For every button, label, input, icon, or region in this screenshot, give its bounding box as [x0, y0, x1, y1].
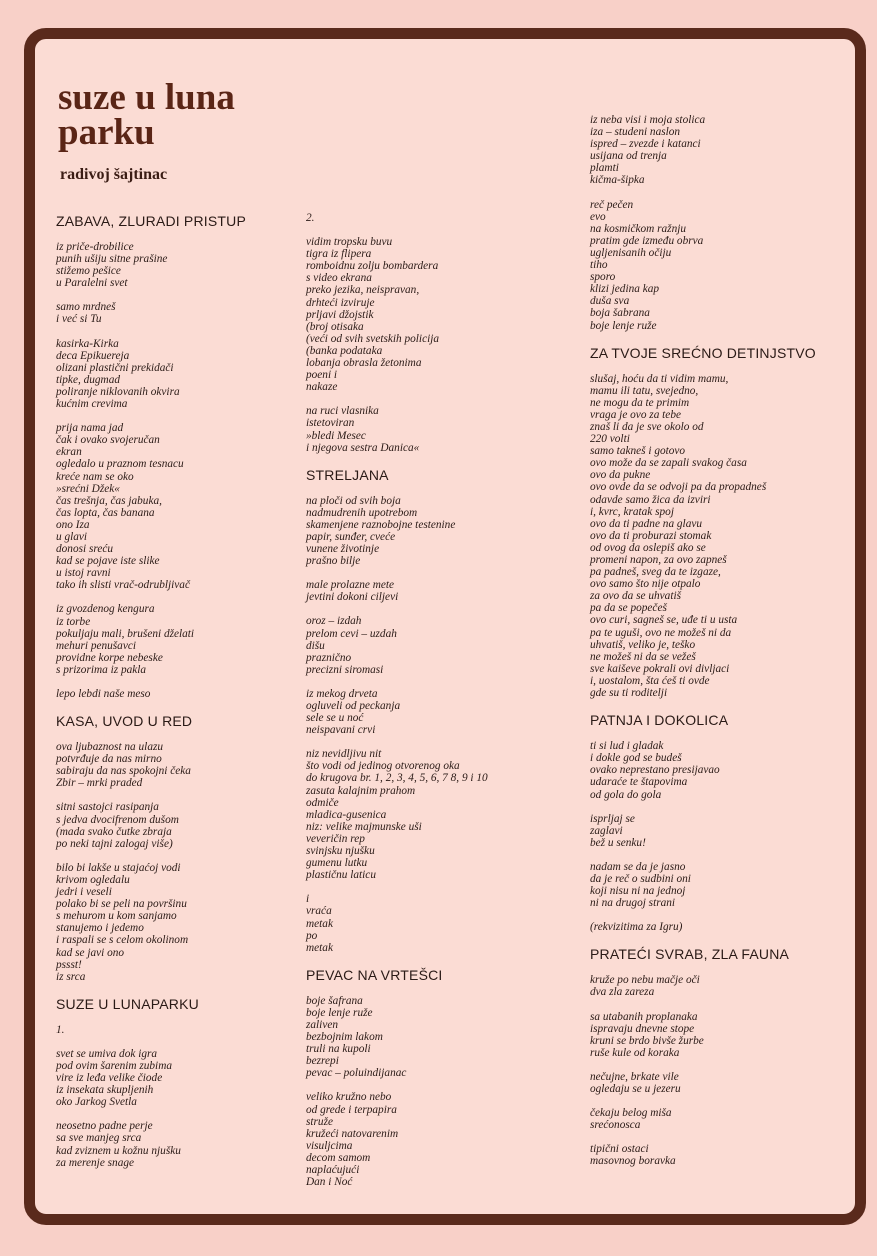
poem-stanza: čekaju belog miša srećonosca	[590, 1107, 672, 1132]
poem-stanza: i vraća metak po metak	[306, 893, 333, 954]
section-heading: SUZE U LUNAPARKU	[56, 995, 199, 1012]
poem-stanza: na ploči od svih boja nadmudrenih upotrebom skamenjene raznobojne testenine papir, sunđer, cveće vunene životinje prašno bilje	[306, 494, 456, 568]
poem-stanza: bilo bi lakše u stajaćoj vodi krivom ogledalu jedri i veseli polako bi se peli na površinu s mehurom u kom sanjamo stanujemo i jedemo i raspali se s celom okolinom kad se javi ono pssst! iz srca	[56, 861, 189, 983]
poem-stanza: iz neba visi i moja stolica iza – studeni naslon ispred – zvezde i katanci usijana od trenja plamti kičma-šipka	[590, 114, 706, 187]
poem-stanza: prija nama jad čak i ovako svojeručan ekran ogledalo u praznom tesnacu kreće nam se oko »srećni Džek« čas trešnja, čas jabuka, čas lopta, čas banana ono Iza u glavi donosi sreću kad se pojave iste slike u istoj ravni tako ih slisti vrač-odrubljivač	[56, 422, 190, 592]
poem-stanza: iz mekog drveta ogluveli od peckanja sele se u noć neispavani crvi	[306, 687, 401, 737]
poem-stanza: neosetno padne perje sa sve manjeg srca kad zviznem u kožnu njušku za merenje snage	[56, 1120, 181, 1169]
poem-stanza: slušaj, hoću da ti vidim mamu, mamu ili tatu, svejedno, ne mogu da te primim vraga je ovo za tebe znaš li da je sve okolo od 220 volti samo takneš i gotovo ovo može da se zapali svakog časa ovo da pukne ovo ovde da se odvoji pa da propadneš odavde samo žica da izviri i, kvrc, kratak spoj ovo da ti padne na glavu ovo da ti proburazi stomak od ovog da oslepiš ako se promeni napon, za ovo zapneš pa padneš, sveg da te izgaze, ovo samo što nije otpalo za ovo da se uhvatiš pa da se popečeš ovo curi, sagneš se, uđe ti u usta pa te uguši, ovo ne možeš ni da uhvatiš, veliko je, teško ne možeš ni da se vežeš sve kaiševe pokrali ovi divljaci i, uostalom, šta ćeš ti ovde gde su ti roditelji	[590, 372, 767, 700]
poem-stanza: sa utabanih proplanaka ispravaju dnevne stope kruni se brdo bivše žurbe ruše kule od koraka	[590, 1010, 704, 1059]
poem-stanza: ova ljubaznost na ulazu potvrđuje da nas mirno sabiraju da nas spokojni čeka Zbir – mrki praded	[56, 741, 191, 790]
poem-stanza: lepo lebdi naše meso	[56, 688, 151, 700]
text-column-1	[56, 212, 288, 1181]
poem-stanza: nadam se da je jasno da je reč o sudbini oni koji nisu ni na jednoj ni na drugoj strani	[590, 860, 691, 910]
poem-stanza: (rekvizitima za Igru)	[590, 921, 683, 934]
poem-stanza: svet se umiva dok igra pod ovim šarenim zubima vire iz leđa velike čiode iz insekata skupljenih oko Jarkog Svetla	[56, 1047, 172, 1109]
poem-stanza: 1.	[56, 1023, 65, 1036]
text-column-2	[306, 212, 574, 1200]
poem-stanza: 2.	[306, 212, 315, 224]
poem-stanza: samo mrdneš i već si Tu	[56, 301, 116, 326]
section-heading: STRELJANA	[306, 466, 389, 483]
poem-stanza: nečujne, brkate vile ogledaju se u jezeru	[590, 1070, 681, 1095]
title-line-1: suze u luna	[58, 77, 235, 118]
poem-stanza: iz gvozdenog kengura iz torbe pokuljaju mali, brušeni dželati mehuri penušavci providne korpe nebeske s prizorima iz pakla	[56, 603, 195, 676]
text-column-3	[590, 114, 842, 1179]
poem-stanza: reč pečen evo na kosmičkom ražnju pratim gde između obrva ugljenisanih očiju tiho sporo klizi jedina kap duša sva boja šabrana boje lenje ruže	[590, 198, 704, 332]
poem-stanza: ti si lud i gladak i dokle god se budeš ovako neprestano presijavao udaraće te štapovima od gola do gola	[590, 740, 720, 801]
poem-stanza: niz nevidljivu nit što vodi od jedinog otvorenog oka do krugova br. 1, 2, 3, 4, 5, 6, 7 8, 9 i 10 zasuta kalajnim prahom odmiče mladica-gusenica niz: velike majmunske uši veveričin rep svinjsku njušku gumenu lutku plastičnu laticu	[306, 748, 488, 882]
poem-stanza: iz priče-drobilice punih ušiju sitne prašine stižemo pešice u Paralelni svet	[56, 241, 168, 290]
section-heading: PATNJA I DOKOLICA	[590, 712, 729, 729]
poem-stanza: kasirka-Kirka deca Epikuereja olizani plastični prekidači tipke, dugmad poliranje niklovanih okvira kućnim crevima	[56, 337, 180, 411]
poem-stanza: male prolazne mete jevtini dokoni ciljevi	[306, 579, 399, 604]
section-heading: KASA, UVOD U RED	[56, 713, 193, 730]
page-title	[58, 77, 235, 153]
section-heading: ZA TVOJE SREĆNO DETINJSTVO	[590, 344, 816, 361]
poem-stanza: sitni sastojci rasipanja s jedva dvocifrenom dušom (mada svako čutke zbraja po neki tajni zalogaj više)	[56, 801, 179, 850]
author-name: radivoj šajtinac	[60, 166, 168, 183]
poem-stanza: vidim tropsku buvu tigra iz flipera romboidnu zolju bombardera s video ekrana preko jezika, neispravan, drhteći izviruje prljavi džojstik (broj otisaka (veći od svih svetskih policija (banka podataka lobanja obrasla žetonima poeni i nakaze	[306, 236, 440, 394]
poem-stanza: oroz – izdah prelom cevi – uzdah dišu praznično precizni siromasi	[306, 615, 397, 676]
section-heading: PRATEĆI SVRAB, ZLA FAUNA	[590, 946, 790, 963]
section-heading: PEVAC NA VRTEŠCI	[306, 966, 443, 983]
poem-stanza: tipični ostaci masovnog boravka	[590, 1143, 676, 1168]
poem-stanza: isprljaj se zaglavi bež u senku!	[590, 812, 646, 849]
poem-stanza: na ruci vlasnika istetoviran »bledi Mesec i njegova sestra Danica«	[306, 405, 420, 454]
poem-stanza: boje šafrana boje lenje ruže zaliven bezbojnim lakom truli na kupoli bezrepi pevac – poluindijanac	[306, 994, 407, 1080]
poem-stanza: kruže po nebu mačje oči dva zla zareza	[590, 974, 700, 999]
poem-stanza: veliko kružno nebo od grede i terpapira struže kružeći natovarenim visuljcima decom samom naplaćujući Dan i Noć	[306, 1091, 399, 1189]
title-line-2: parku	[58, 112, 155, 153]
section-heading: ZABAVA, ZLURADI PRISTUP	[56, 213, 247, 229]
